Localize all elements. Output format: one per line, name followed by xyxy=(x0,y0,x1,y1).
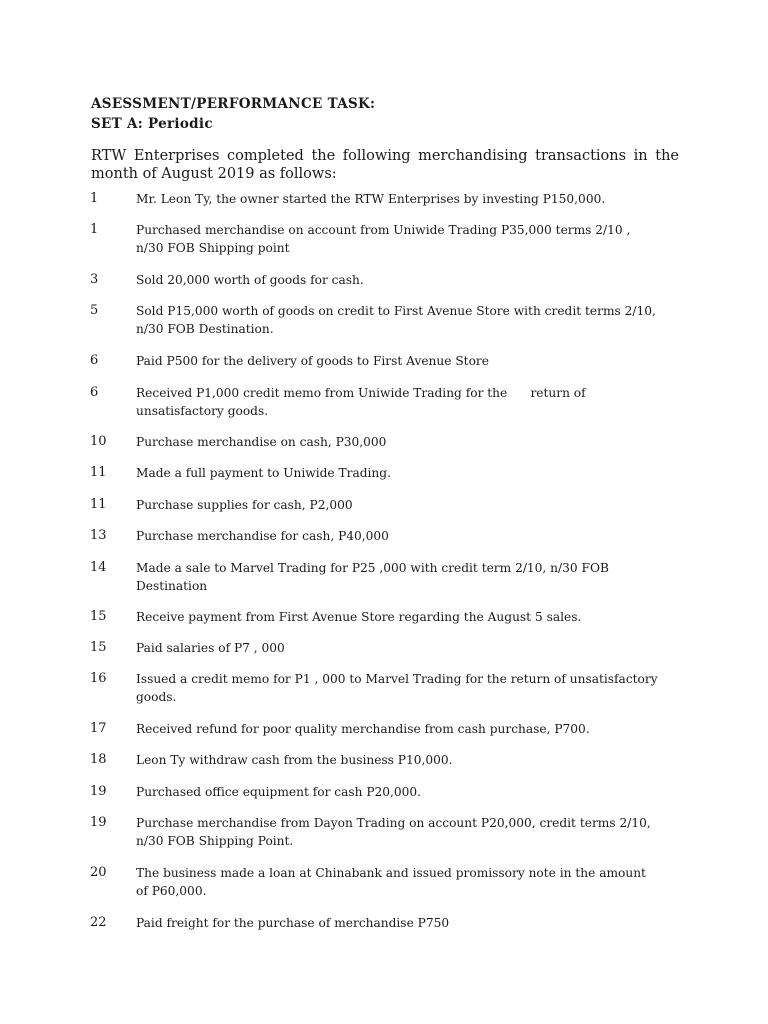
intro-paragraph: RTW Enterprises completed the following merchandising transactions in the month of August 2019 as follows: xyxy=(91,148,679,182)
transaction-day: 19 xyxy=(90,784,107,799)
transaction-description: The business made a loan at Chinabank and issued promissory note in the amount of P60,000. xyxy=(136,866,646,898)
transaction-day: 18 xyxy=(90,752,107,767)
transaction-description: Sold 20,000 worth of goods for cash. xyxy=(136,273,364,287)
transaction-description: Issued a credit memo for P1 , 000 to Marvel Trading for the return of unsatisfactory goods. xyxy=(136,672,658,704)
document-title: ASESSMENT/PERFORMANCE TASK: xyxy=(91,96,376,112)
transaction-description: Paid P500 for the delivery of goods to First Avenue Store xyxy=(136,354,489,368)
transaction-description: Purchase merchandise on cash, P30,000 xyxy=(136,435,387,449)
transaction-day: 1 xyxy=(90,191,99,206)
transaction-description: Received refund for poor quality merchandise from cash purchase, P700. xyxy=(136,722,590,736)
transaction-description: Purchased office equipment for cash P20,000. xyxy=(136,785,422,799)
document-subtitle: SET A: Periodic xyxy=(91,116,213,132)
transaction-day: 5 xyxy=(90,303,99,318)
transaction-description: Purchase merchandise for cash, P40,000 xyxy=(136,529,389,543)
transaction-day: 17 xyxy=(90,721,107,736)
transaction-day: 13 xyxy=(90,528,107,543)
transaction-description: Purchased merchandise on account from Uniwide Trading P35,000 terms 2/10 , n/30 FOB Shipping point xyxy=(136,223,631,255)
transaction-description: Purchase supplies for cash, P2,000 xyxy=(136,498,353,512)
transaction-day: 22 xyxy=(90,915,107,930)
transaction-description: Leon Ty withdraw cash from the business P10,000. xyxy=(136,753,453,767)
transaction-day: 10 xyxy=(90,434,107,449)
transaction-day: 11 xyxy=(90,497,107,512)
transaction-description: Purchase merchandise from Dayon Trading on account P20,000, credit terms 2/10, n/30 FOB Shipping Point. xyxy=(136,816,651,848)
transaction-description: Paid freight for the purchase of merchandise P750 xyxy=(136,916,450,930)
transaction-description: Sold P15,000 worth of goods on credit to First Avenue Store with credit terms 2/10, n/30 FOB Destination. xyxy=(136,304,656,336)
transaction-day: 16 xyxy=(90,671,107,686)
transaction-description: Made a sale to Marvel Trading for P25 ,000 with credit term 2/10, n/30 FOB Destination xyxy=(136,561,609,593)
transaction-description: Received P1,000 credit memo from Uniwide Trading for the return of unsatisfactory goods. xyxy=(136,386,586,418)
transaction-day: 1 xyxy=(90,222,99,237)
transaction-day: 3 xyxy=(90,272,99,287)
transaction-day: 19 xyxy=(90,815,107,830)
transaction-description: Paid salaries of P7 , 000 xyxy=(136,641,285,655)
transaction-day: 6 xyxy=(90,385,99,400)
transaction-day: 11 xyxy=(90,465,107,480)
transaction-day: 20 xyxy=(90,865,107,880)
transaction-day: 15 xyxy=(90,640,107,655)
transaction-description: Made a full payment to Uniwide Trading. xyxy=(136,466,391,480)
transaction-day: 15 xyxy=(90,609,107,624)
transaction-day: 14 xyxy=(90,560,107,575)
transaction-description: Mr. Leon Ty, the owner started the RTW Enterprises by investing P150,000. xyxy=(136,192,606,206)
transaction-day: 6 xyxy=(90,353,99,368)
transaction-description: Receive payment from First Avenue Store regarding the August 5 sales. xyxy=(136,610,582,624)
